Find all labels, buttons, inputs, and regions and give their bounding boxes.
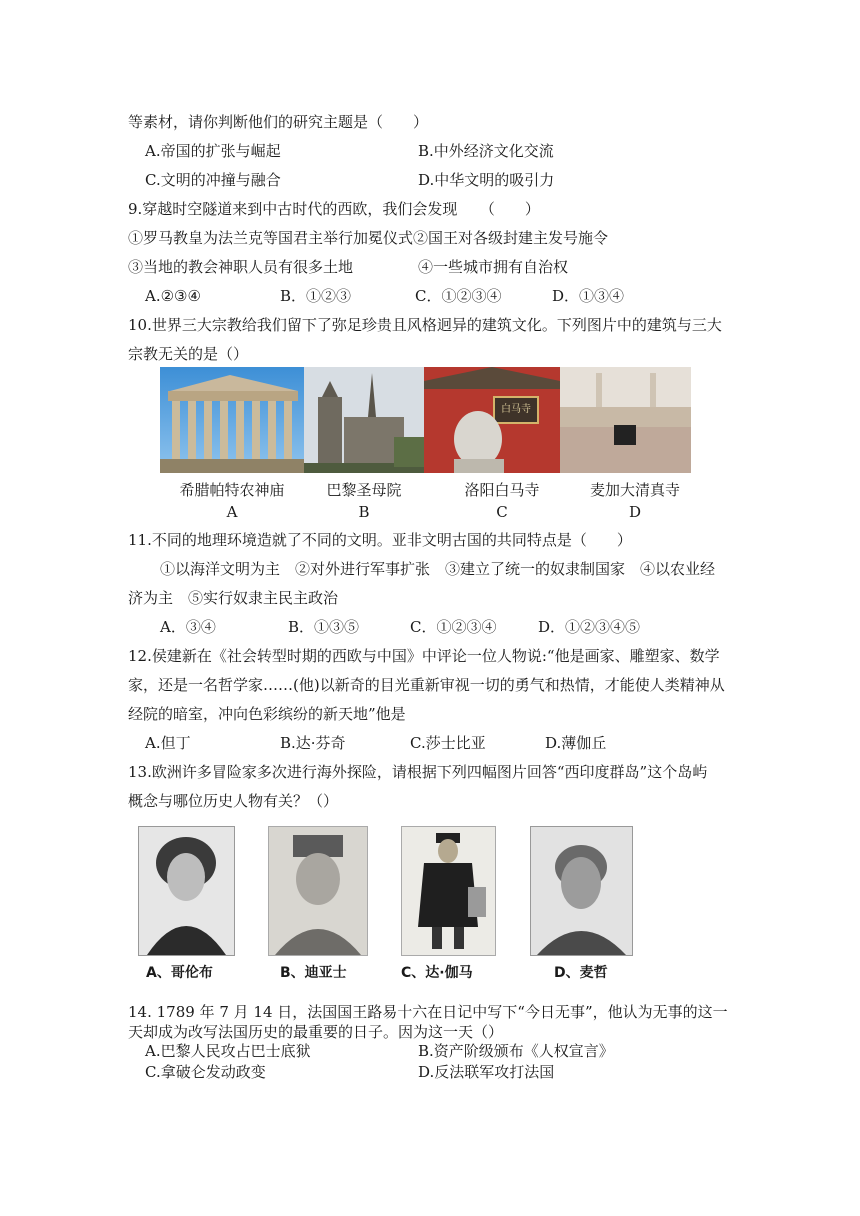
q12-stem-line2: 家，还是一名哲学家……(他)以新奇的目光重新审视一切的勇气和热情，才能使人类精神从 — [128, 676, 725, 694]
columbus-portrait — [138, 826, 235, 956]
q9-option-c: C．①②③④ — [415, 287, 502, 305]
q13-stem-line1: 13.欧洲许多冒险家多次进行海外探险，请根据下列四幅图片回答“西印度群岛”这个岛屿 — [128, 763, 708, 781]
q14-stem-line1: 14. 1789 年 7 月 14 日，法国国王路易十六在日记中写下“今日无事”，他认为无事的这一 — [128, 1003, 728, 1021]
dias-portrait — [268, 826, 368, 956]
q9-statement-3: ③当地的教会神职人员有很多土地 — [128, 258, 354, 276]
building-letter-b: B — [358, 503, 370, 521]
q10-stem-line2: 宗教无关的是（） — [128, 345, 249, 363]
q14-option-a: A.巴黎人民攻占巴士底狱 — [145, 1042, 311, 1060]
q12-stem-line3: 经院的暗室，冲向色彩缤纷的新天地”他是 — [128, 705, 406, 723]
portrait-label-a: A、哥伦布 — [146, 965, 213, 981]
q12-stem-line1: 12.侯建新在《社会转型时期的西欧与中国》中评论一位人物说:“他是画家、雕塑家、数学 — [128, 647, 720, 665]
building-caption-d: 麦加大清真寺 — [589, 481, 680, 499]
q12-option-c: C.莎士比亚 — [410, 734, 486, 752]
q11-option-a: A．③④ — [160, 618, 216, 636]
q11-statements-line1: ①以海洋文明为主 ②对外进行军事扩张 ③建立了统一的奴隶制国家 ④以农业经 — [160, 560, 716, 578]
q9-statement-1-2: ①罗马教皇为法兰克等国君主举行加冕仪式②国王对各级封建主发号施令 — [128, 229, 609, 247]
building-caption-b: 巴黎圣母院 — [326, 481, 402, 499]
portrait-label-d: D、麦哲 — [554, 965, 608, 981]
q8-option-d: D.中华文明的吸引力 — [418, 171, 555, 189]
q13-stem-line2: 概念与哪位历史人物有关？（） — [128, 792, 339, 810]
portrait-label-c: C、达·伽马 — [401, 965, 473, 981]
building-letter-c: C — [496, 503, 508, 521]
q9-option-a: A.②③④ — [145, 287, 201, 305]
temple-sign-text: 白马寺 — [501, 404, 531, 415]
q11-stem: 11.不同的地理环境造就了不同的文明。亚非文明古国的共同特点是（ ） — [128, 531, 632, 549]
q8-option-c: C.文明的冲撞与融合 — [145, 171, 281, 189]
q11-option-c: C．①②③④ — [410, 618, 497, 636]
parthenon-photo — [160, 367, 304, 473]
q8-stem-tail: 等素材，请你判断他们的研究主题是（ ） — [128, 113, 429, 131]
q14-option-c: C.拿破仑发动政变 — [145, 1063, 266, 1081]
q8-option-a: A.帝国的扩张与崛起 — [145, 142, 281, 160]
q10-stem-line1: 10.世界三大宗教给我们留下了弥足珍贵且风格迥异的建筑文化。下列图片中的建筑与三大 — [128, 316, 722, 334]
q12-option-d: D.薄伽丘 — [545, 734, 607, 752]
q11-option-b: B．①③⑤ — [288, 618, 360, 636]
building-letter-a: A — [226, 503, 238, 521]
q9-statement-4: ④一些城市拥有自治权 — [418, 258, 569, 276]
building-letter-d: D — [628, 503, 642, 521]
white-horse-temple-photo — [424, 367, 560, 473]
da-gama-portrait — [401, 826, 496, 956]
q12-option-a: A.但丁 — [145, 734, 191, 752]
q8-option-b: B.中外经济文化交流 — [418, 142, 554, 160]
q9-option-d: D．①③④ — [552, 287, 625, 305]
notre-dame-photo — [304, 367, 424, 473]
magellan-portrait — [530, 826, 633, 956]
portrait-label-b: B、迪亚士 — [280, 965, 347, 981]
q11-option-d: D．①②③④⑤ — [538, 618, 641, 636]
q11-statements-line2: 济为主 ⑤实行奴隶主民主政治 — [128, 589, 339, 607]
building-caption-c: 洛阳白马寺 — [464, 481, 540, 499]
q14-stem-line2: 天却成为改写法国历史的最重要的日子。因为这一天（） — [128, 1023, 504, 1041]
building-caption-a: 希腊帕特农神庙 — [179, 481, 285, 499]
q9-stem: 9.穿越时空隧道来到中古时代的西欧，我们会发现 （ ） — [128, 200, 540, 218]
mecca-mosque-photo — [560, 367, 691, 473]
q14-option-b: B.资产阶级颁布《人权宣言》 — [418, 1042, 614, 1060]
q14-option-d: D.反法联军攻打法国 — [418, 1063, 555, 1081]
q12-option-b: B.达·芬奇 — [280, 734, 346, 752]
q9-option-b: B．①②③ — [280, 287, 352, 305]
